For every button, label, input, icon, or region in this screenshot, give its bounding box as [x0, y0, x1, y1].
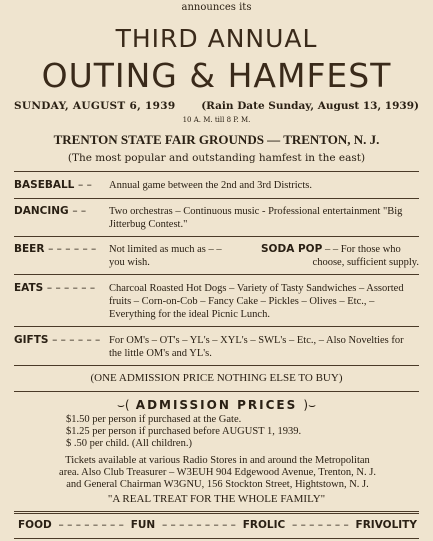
footer-frivolity: FRIVOLITY	[355, 519, 417, 531]
event-label: BEER – – – – – –	[14, 243, 97, 255]
footer-slogan: FOOD – – – – – – – – FUN – – – – – – – – – FROLIC – – – – – – – FRIVOLITY	[18, 519, 417, 531]
venue-subtitle: (The most popular and outstanding hamfest in the east)	[67, 152, 366, 164]
event-text: For OM's – OT's – YL's – XYL's – SWL's – Etc., – Also Novelties for the little OM's and YL's.	[109, 335, 404, 359]
footer-frolic: FROLIC	[242, 519, 286, 531]
footer-fun: FUN	[130, 519, 156, 531]
event-label: BASEBALL – –	[14, 179, 92, 191]
admission-title: ⌣( ADMISSION PRICES )⌣	[117, 398, 316, 412]
title-line-1: THIRD ANNUAL	[115, 24, 318, 53]
one-admission-note: (ONE ADMISSION PRICE NOTHING ELSE TO BUY)	[90, 372, 343, 384]
divider	[14, 391, 419, 392]
tickets-info: Tickets available at various Radio Stores in and around the Metropolitan area. Also Club Treasurer – W3EUH 904 Edgewood Avenue, Trenton, N. J. and General Chairman W3GNU, 156 Stockton Street, Hightstown, N. J.	[59, 455, 376, 490]
event-text: Two orchestras – Continuous music - Professional entertainment "Big Jitterbug Contest."	[109, 206, 403, 230]
event-text: Annual game between the 2nd and 3rd Districts.	[109, 180, 312, 191]
event-label: EATS – – – – – –	[14, 282, 96, 294]
price-line: $ .50 per child. (All children.)	[66, 438, 192, 449]
price-line: $1.25 per person if purchased before AUGUST 1, 1939.	[66, 426, 302, 437]
title-line-2: OUTING & HAMFEST	[41, 56, 392, 95]
divider	[14, 236, 419, 237]
price-line: $1.50 per person if purchased at the Gate.	[66, 414, 242, 425]
footer-food: FOOD	[18, 519, 52, 531]
soda-pop-text: SODA POP – – For those who choose, sufficient supply.	[261, 243, 419, 268]
divider	[14, 365, 419, 366]
divider	[14, 171, 419, 172]
admission-prices	[66, 414, 301, 450]
venue: TRENTON STATE FAIR GROUNDS — TRENTON, N. J.	[53, 132, 380, 147]
divider	[14, 326, 419, 327]
event-text: Not limited as much as – – you wish.	[109, 244, 222, 268]
divider	[14, 538, 419, 539]
event-label: GIFTS – – – – – –	[14, 334, 101, 346]
ornament-left-icon: ⌣(	[117, 398, 130, 412]
event-date: SUNDAY, AUGUST 6, 1939	[14, 100, 176, 112]
event-hours: 10 A. M. till 8 P. M.	[182, 116, 251, 124]
announces-text: announces its	[181, 2, 252, 13]
event-label: DANCING – –	[14, 205, 87, 217]
divider	[14, 274, 419, 275]
rain-date: (Rain Date Sunday, August 13, 1939)	[201, 100, 419, 112]
event-text: Charcoal Roasted Hot Dogs – Variety of Tasty Sandwiches – Assorted fruits – Corn-on-Cob – Fancy Cake – Pickles – Olives – Etc., – Everything for the ideal Picnic Lunch.	[109, 283, 404, 320]
ornament-right-icon: )⌣	[303, 398, 316, 412]
date-row	[14, 100, 419, 112]
real-treat-slogan: "A REAL TREAT FOR THE WHOLE FAMILY"	[107, 493, 326, 505]
divider	[14, 511, 419, 514]
divider	[14, 198, 419, 199]
